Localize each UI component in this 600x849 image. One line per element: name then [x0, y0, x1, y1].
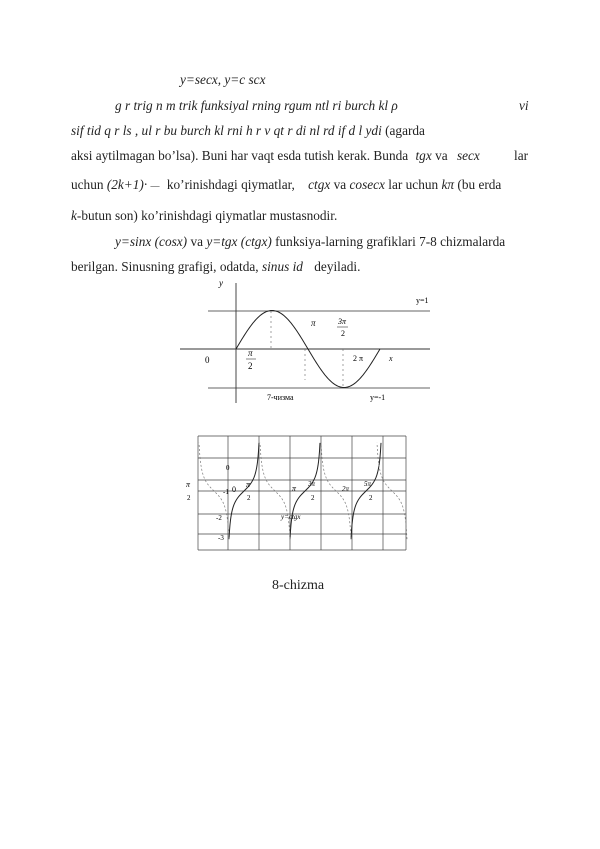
paragraph2-line2 — [71, 259, 360, 275]
left-pi: π — [186, 480, 191, 489]
five-pi-half-label: 5π — [364, 480, 372, 488]
paragraph1-line2 — [71, 123, 425, 139]
figure-7-caption: 7-чизма — [267, 393, 294, 402]
figure-8-tan-cot-graph — [184, 434, 414, 562]
two-pi-label: 2 π — [353, 354, 364, 363]
text: (agarda — [381, 123, 425, 138]
garbled-text: sif tid q r ls , ul r bu burch kl rni h r v qt r di nl rd if d l ydi — [71, 123, 382, 138]
y-equals-minus-1-label: y=-1 — [370, 393, 386, 402]
three-pi-half-label: 3π — [308, 480, 316, 488]
three-pi-half-denominator: 2 — [311, 494, 315, 502]
paragraph1-line1-end: vi — [519, 98, 529, 113]
pi-label: π — [311, 318, 316, 328]
y-equals-1-label: y=1 — [416, 296, 429, 305]
paragraph2-line1 — [115, 234, 505, 250]
pi-half-denominator: 2 — [248, 361, 253, 371]
text: deyiladi. — [314, 259, 361, 274]
paragraph1-line3 — [71, 148, 480, 164]
garbled-text: g r trig n m trik funksiyal rning rgum ntl ri burch kl ρ — [115, 98, 398, 113]
text: (bu erda — [457, 177, 502, 192]
text: va — [435, 148, 448, 163]
text: va — [190, 234, 203, 249]
text: ko’rinishdagi qiymatlar, — [166, 177, 295, 192]
label-minus-two: -2 — [216, 514, 222, 522]
text: -butun son) ko’rinishdagi qiymatlar mustasnodir. — [76, 208, 338, 223]
paragraph1-line3-end: lar — [514, 148, 529, 163]
math-kpi: kπ — [441, 177, 455, 192]
label-minus-three: -3 — [218, 534, 224, 542]
math-ctgx: ctgx — [308, 177, 331, 192]
three-pi-half-denominator: 2 — [341, 329, 345, 338]
text: funksiya-larning grafiklari 7-8 chizmalarda — [275, 234, 506, 249]
origin-label: 0 — [232, 485, 236, 494]
cotangent-label: y=ctgx — [281, 513, 301, 521]
formula-line: y=secx, y=c scx — [180, 72, 266, 87]
figure-8-caption: 8-chizma — [272, 578, 325, 593]
text: lar uchun — [388, 177, 439, 192]
text: berilgan. Sinusning grafigi, odatda, — [71, 259, 259, 274]
figure-7-sine-graph — [180, 275, 435, 405]
text: va — [333, 177, 347, 192]
fraction-bar: — — [150, 181, 160, 191]
pi-label: π — [292, 484, 297, 493]
five-pi-half-denominator: 2 — [369, 494, 373, 502]
paragraph1-line5 — [71, 208, 337, 224]
pi-half-label: π — [246, 480, 251, 489]
x-axis-label: x — [389, 354, 393, 363]
label-zero: 0 — [226, 464, 230, 472]
text: aksi aytilmagan bo’lsa). Buni har vaqt esda tutish kerak. Bunda — [71, 148, 409, 163]
paragraph1-line1 — [115, 98, 398, 114]
label-minus-one: -1 — [223, 488, 229, 496]
left-pi-denominator: 2 — [187, 494, 191, 502]
pi-half-numerator: π — [248, 348, 253, 358]
math-expr: (2k+1)· — [106, 177, 148, 192]
pi-half-denominator: 2 — [247, 494, 251, 502]
paragraph1-line4 — [71, 177, 501, 194]
two-pi-label: 2π — [342, 485, 350, 493]
math-k: k — [71, 208, 77, 223]
math-tgx: tgx — [415, 148, 432, 163]
origin-label: 0 — [205, 355, 210, 365]
math-sin-cos: y=sinx (cosx) — [115, 234, 188, 249]
y-axis-label: y — [219, 278, 223, 288]
math-secx: secx — [456, 148, 480, 163]
three-pi-half-numerator: 3π — [338, 317, 347, 326]
text: uchun — [71, 177, 104, 192]
math-tg-ctg: y=tgx (ctgx) — [206, 234, 272, 249]
garbled-text: sinus id — [261, 259, 303, 274]
math-cosecx: cosecx — [349, 177, 385, 192]
